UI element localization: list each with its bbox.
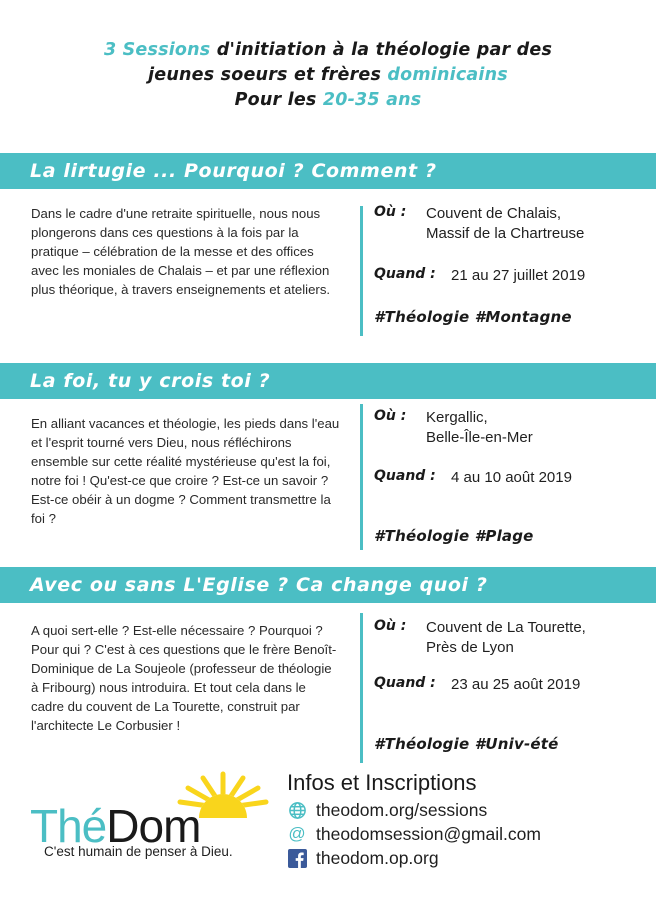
facebook-link[interactable]: theodom.op.org: [316, 847, 439, 868]
session-3-info: [374, 618, 644, 763]
theodom-logo: [28, 770, 278, 890]
where-label: Où :: [374, 408, 407, 424]
header-sessions-count: 3 Sessions: [103, 40, 211, 60]
session-3-location: [426, 618, 586, 658]
session-3-dates: 23 au 25 août 2019: [451, 676, 581, 693]
header-age-range: 20-35 ans: [322, 90, 422, 110]
header-text: jeunes soeurs et frères: [148, 65, 388, 85]
logo-tagline: C'est humain de penser à Dieu.: [44, 844, 233, 859]
logo-word-part: Thé: [30, 800, 107, 852]
location-line: Belle-Île-en-Mer: [426, 429, 533, 446]
header-line-1: [0, 38, 656, 63]
header-dominicans: dominicains: [387, 65, 508, 85]
location-line: Près de Lyon: [426, 639, 514, 656]
when-label: Quand :: [374, 266, 436, 282]
session-2-location: [426, 408, 533, 448]
location-line: Couvent de Chalais,: [426, 205, 562, 222]
session-2-title: La foi, tu y crois toi ?: [0, 363, 656, 399]
when-label: Quand :: [374, 675, 436, 691]
website-link[interactable]: theodom.org/sessions: [316, 799, 488, 820]
globe-icon: [287, 800, 307, 820]
where-label: Où :: [374, 204, 407, 220]
session-2-description: En alliant vacances et théologie, les pieds dans l'eau et l'esprit tourné vers Dieu, nous réfléchirons ensemble sur cette réalité mystérieuse qu'est la foi, notre foi ! Qu'est-ce que croire ? Est-ce un savoir ? Est-ce obéir à un dogme ? Comment transmettre la foi ?: [31, 416, 340, 526]
header-text: d'initiation à la théologie par des: [210, 40, 553, 60]
session-3-description: A quoi sert-elle ? Est-elle nécessaire ? Pourquoi ? Pour qui ? C'est à ces questions que le frère Benoît-Dominique de La Soujeole (professeur de théologie à Fribourg) nous introduira. Et tout cela dans le cadre du couvent de La Tourette, construit par l'architecte Le Corbusier !: [31, 623, 337, 733]
session-2-divider: [360, 404, 363, 550]
location-line: Couvent de La Tourette,: [426, 619, 586, 636]
session-3-divider: [360, 613, 363, 763]
where-label: Où :: [374, 618, 407, 634]
location-line: Kergallic,: [426, 409, 488, 426]
page-header: [0, 38, 656, 113]
session-2-info: [374, 408, 644, 548]
session-3-tags: #Théologie #Univ-été: [374, 735, 559, 753]
session-1-location: [426, 204, 584, 244]
location-line: Massif de la Chartreuse: [426, 225, 585, 242]
logo-word-part: Dom: [106, 800, 201, 852]
session-1-description: Dans le cadre d'une retraite spirituelle, nous nous plongerons dans ces questions à la fois par la pratique – célébration de la messe et des offices avec les moniales de Chalais – et par une réflexion plus théorique, à travers enseignements et ateliers.: [31, 206, 331, 297]
session-1-tags: #Théologie #Montagne: [374, 308, 572, 326]
session-2-tags: #Théologie #Plage: [374, 527, 534, 545]
when-label: Quand :: [374, 468, 436, 484]
at-icon: @: [288, 824, 306, 843]
facebook-icon: [287, 848, 307, 868]
session-2-dates: 4 au 10 août 2019: [451, 469, 572, 486]
header-text: Pour les: [234, 90, 323, 110]
header-line-2: [0, 63, 656, 88]
session-1-dates: 21 au 27 juillet 2019: [451, 267, 586, 284]
contact-title: Infos et Inscriptions: [287, 770, 477, 795]
session-1-title: La lirtugie ... Pourquoi ? Comment ?: [0, 153, 656, 189]
session-1-divider: [360, 206, 363, 336]
email-link[interactable]: theodomsession@gmail.com: [316, 823, 541, 844]
session-1-info: [374, 204, 644, 334]
session-3-title: Avec ou sans L'Eglise ? Ca change quoi ?: [0, 567, 656, 603]
header-line-3: [0, 88, 656, 113]
contact-block: [287, 770, 647, 870]
